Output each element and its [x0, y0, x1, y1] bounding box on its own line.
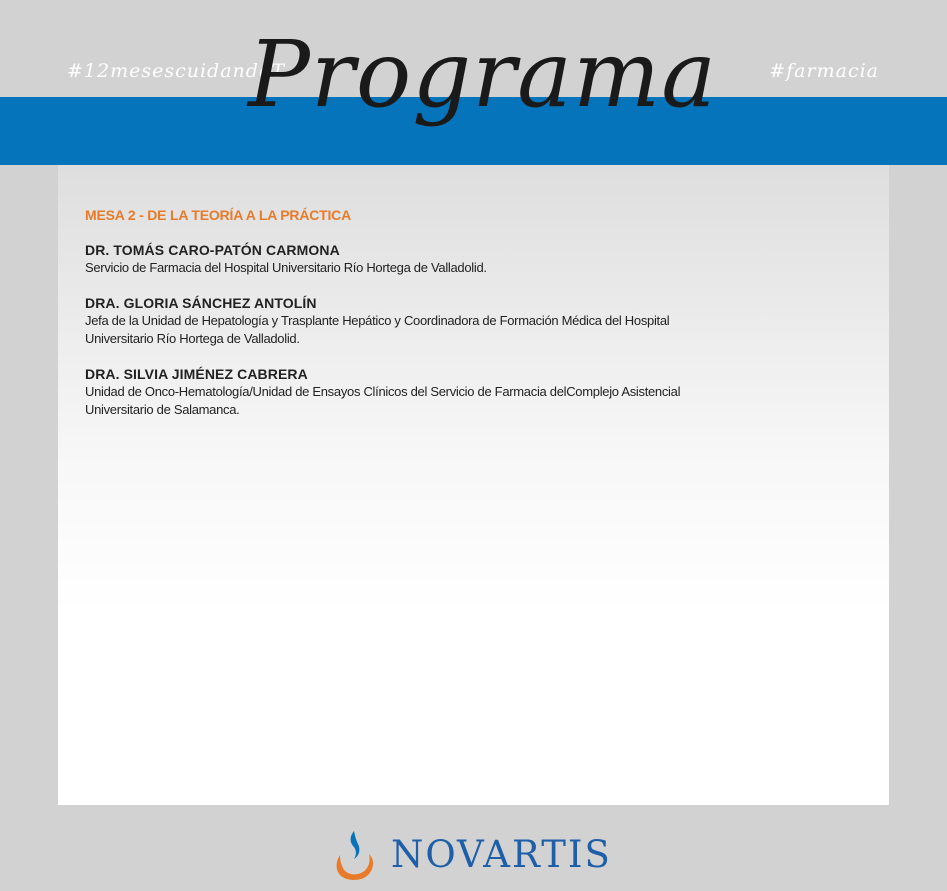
speaker-entry	[85, 241, 705, 277]
speaker-name: DRA. SILVIA JIMÉNEZ CABRERA	[85, 366, 308, 382]
session-heading: MESA 2 - DE LA TEORÍA A LA PRÁCTICA	[85, 207, 352, 223]
speaker-name: DRA. GLORIA SÁNCHEZ ANTOLÍN	[85, 295, 317, 311]
novartis-logo	[333, 828, 623, 882]
novartis-flame-icon	[333, 829, 375, 881]
speaker-role: Unidad de Onco-Hematología/Unidad de Ensayos Clínicos del Servicio de Farmacia delComplejo Asistencial Universitario de Salamanca.	[85, 384, 681, 417]
program-content	[85, 207, 705, 436]
hashtag-right: #farmacia	[769, 60, 879, 82]
speaker-name: DR. TOMÁS CARO-PATÓN CARMONA	[85, 242, 340, 258]
speaker-role: Servicio de Farmacia del Hospital Universitario Río Hortega de Valladolid.	[85, 260, 487, 275]
program-panel	[58, 165, 889, 805]
novartis-wordmark: NOVARTIS	[391, 833, 612, 876]
speaker-entry	[85, 365, 705, 419]
speaker-entry	[85, 294, 705, 348]
page-title: Programa	[248, 21, 718, 128]
speaker-role: Jefa de la Unidad de Hepatología y Trasplante Hepático y Coordinadora de Formación Médica del Hospital Universitario Río Hortega de Valladolid.	[85, 313, 670, 346]
hashtag-left: #12mesescuidandoT	[67, 60, 286, 82]
